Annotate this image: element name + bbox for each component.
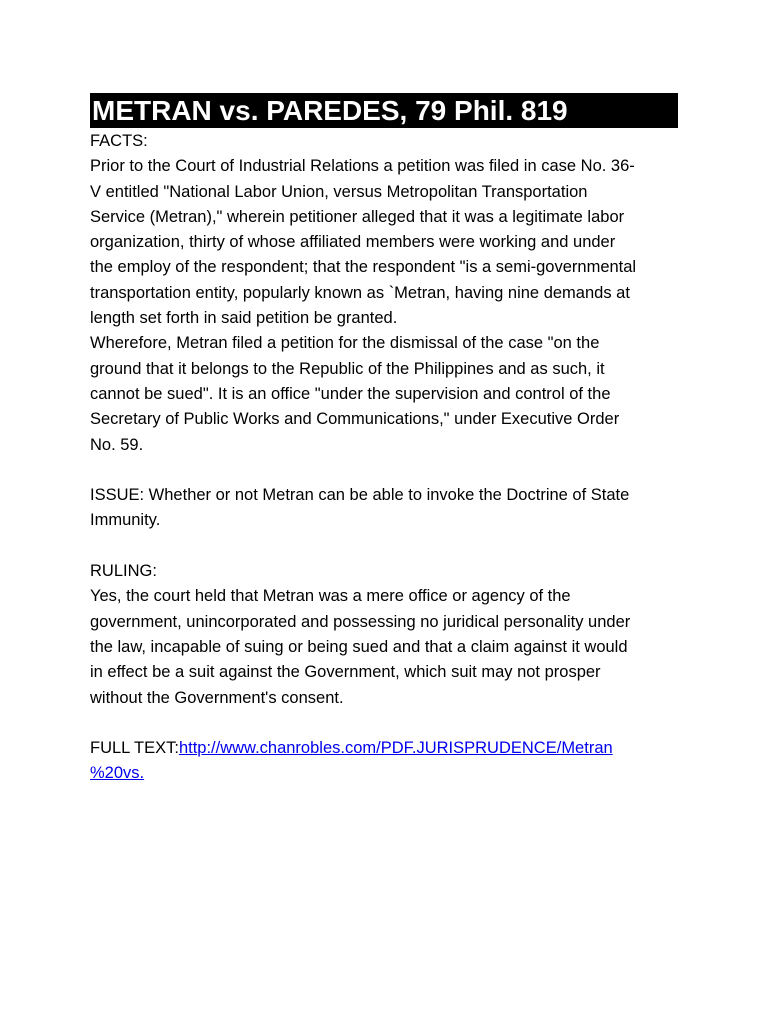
text-line: without the Government's consent. — [90, 688, 344, 707]
text-line: Wherefore, Metran filed a petition for the dismissal of the case "on the — [90, 334, 600, 353]
issue-line: ISSUE: Whether or not Metran can be able to invoke the Doctrine of State — [90, 486, 630, 505]
text-line: cannot be sued". It is an office "under the supervision and control of the — [90, 384, 611, 403]
document-title: METRAN vs. PAREDES, 79 Phil. 819 — [90, 93, 678, 128]
text-line: in effect be a suit against the Government, which suit may not prosper — [90, 663, 601, 682]
text-line: Service (Metran)," wherein petitioner alleged that it was a legitimate labor — [90, 207, 625, 226]
document-page — [90, 93, 678, 787]
text-line: the law, incapable of suing or being sued and that a claim against it would — [90, 637, 628, 656]
facts-heading: FACTS: — [90, 132, 148, 150]
text-line: Prior to the Court of Industrial Relations a petition was filed in case No. 36- — [90, 157, 635, 176]
spacer — [90, 711, 678, 736]
full-text-link-continued[interactable]: %20vs. — [90, 764, 145, 783]
text-line: V entitled "National Labor Union, versus Metropolitan Transportation — [90, 182, 588, 201]
text-line: No. 59. — [90, 435, 144, 454]
full-text-label: FULL TEXT: — [90, 739, 179, 758]
facts-paragraph-1 — [90, 154, 678, 331]
facts-paragraph-2 — [90, 331, 678, 457]
text-line: government, unincorporated and possessing no juridical personality under — [90, 612, 631, 631]
full-text-link[interactable]: http://www.chanrobles.com/PDF.JURISPRUDENCE/Metran — [178, 739, 613, 758]
text-line: ground that it belongs to the Republic of the Philippines and as such, it — [90, 359, 605, 378]
text-line: Yes, the court held that Metran was a mere office or agency of the — [90, 587, 571, 606]
spacer — [90, 458, 678, 483]
text-line: length set forth in said petition be granted. — [90, 309, 398, 328]
text-line: Secretary of Public Works and Communications," under Executive Order — [90, 410, 620, 429]
document-body — [90, 129, 678, 787]
issue-line: Immunity. — [90, 511, 161, 530]
full-text-line — [90, 761, 678, 786]
text-line: the employ of the respondent; that the respondent "is a semi-governmental — [90, 258, 637, 277]
full-text-section — [90, 736, 678, 787]
full-text-line — [90, 736, 678, 761]
text-line: organization, thirty of whose affiliated members were working and under — [90, 233, 616, 252]
ruling-section — [90, 559, 678, 711]
text-line: transportation entity, popularly known as `Metran, having nine demands at — [90, 283, 630, 302]
issue-section — [90, 483, 678, 534]
spacer — [90, 534, 678, 559]
ruling-heading: RULING: — [90, 562, 157, 581]
